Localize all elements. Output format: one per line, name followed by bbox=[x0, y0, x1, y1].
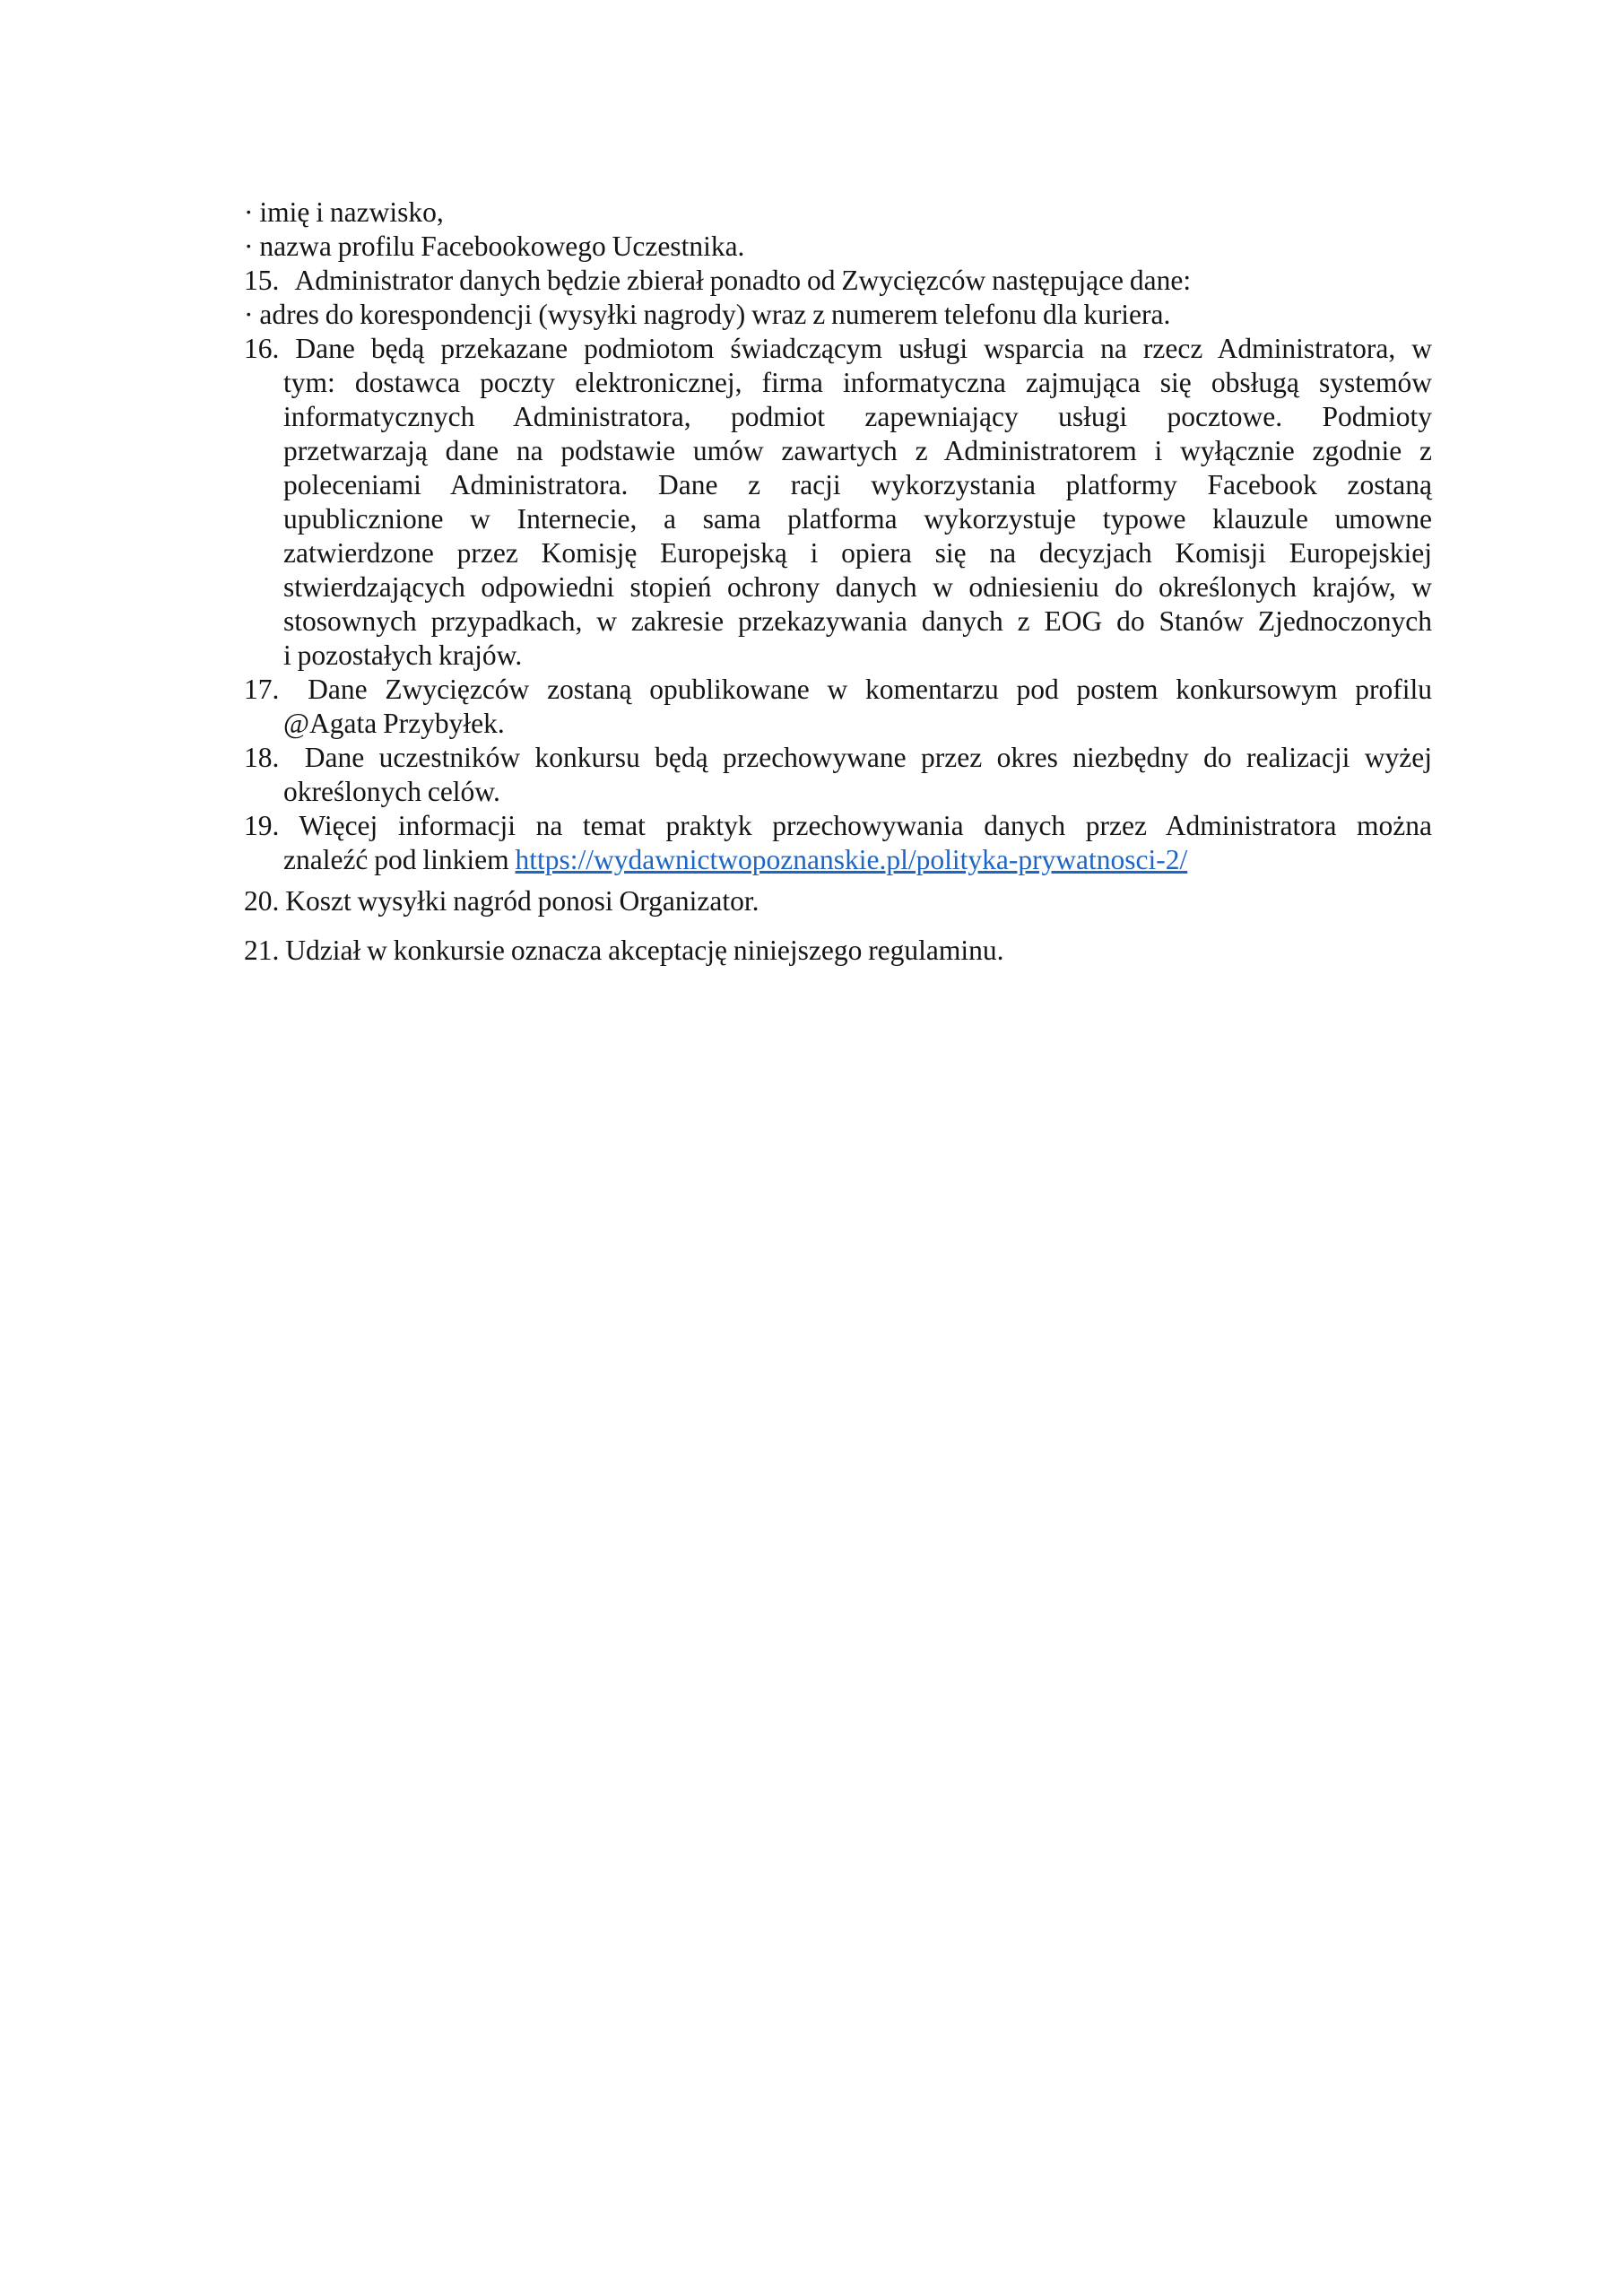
line-text: poleceniami Administratora. Dane z racji wykorzystania platformy Facebook zostaną bbox=[283, 469, 1432, 500]
item-number: 17. bbox=[244, 674, 280, 705]
text-line bbox=[244, 884, 1432, 918]
item-number: 18. bbox=[244, 742, 280, 773]
line-text: nazwa profilu Facebookowego Uczestnika. bbox=[259, 230, 745, 262]
line-text: określonych celów. bbox=[283, 776, 500, 807]
numbered-item bbox=[244, 884, 1432, 918]
numbered-item bbox=[244, 741, 1432, 809]
text-line bbox=[244, 707, 1432, 741]
text-line bbox=[244, 639, 1432, 673]
bullet-item bbox=[244, 230, 1432, 264]
line-text: Więcej informacji na temat praktyk przechowywania danych przez Administratora można bbox=[299, 810, 1432, 841]
text-line bbox=[244, 809, 1432, 843]
line-text: Udział w konkursie oznacza akceptację niniejszego regulaminu. bbox=[285, 935, 1004, 966]
text-line bbox=[244, 570, 1432, 604]
text-line bbox=[244, 502, 1432, 536]
text-line bbox=[244, 934, 1432, 968]
numbered-item bbox=[244, 332, 1432, 673]
line-text: @Agata Przybyłek. bbox=[283, 708, 505, 739]
item-number: 20. bbox=[244, 885, 280, 917]
bullet-item bbox=[244, 298, 1432, 332]
numbered-item bbox=[244, 934, 1432, 968]
item-number: 16. bbox=[244, 333, 280, 364]
text-line bbox=[244, 434, 1432, 468]
numbered-item bbox=[244, 809, 1432, 877]
text-line bbox=[244, 400, 1432, 434]
numbered-item bbox=[244, 264, 1432, 298]
line-text: Dane Zwycięzców zostaną opublikowane w komentarzu pod postem konkursowym profilu bbox=[308, 674, 1433, 705]
bullet-marker: · bbox=[244, 230, 254, 262]
text-line bbox=[244, 298, 1432, 332]
privacy-policy-link[interactable]: https://wydawnictwopoznanskie.pl/polityka-prywatnosci-2/ bbox=[515, 844, 1188, 875]
line-text: Koszt wysyłki nagród ponosi Organizator. bbox=[285, 885, 759, 917]
text-line bbox=[244, 264, 1432, 298]
text-line bbox=[244, 366, 1432, 400]
bullet-marker: · bbox=[244, 299, 254, 330]
text-line bbox=[244, 673, 1432, 707]
bullet-marker: · bbox=[244, 196, 254, 228]
text-line bbox=[244, 741, 1432, 775]
text-line bbox=[244, 843, 1432, 877]
line-text: zatwierdzone przez Komisję Europejską i opiera się na decyzjach Komisji Europejskiej bbox=[283, 537, 1432, 569]
text-line bbox=[244, 332, 1432, 366]
item-number: 19. bbox=[244, 810, 280, 841]
item-number: 15. bbox=[244, 265, 280, 296]
item-number: 21. bbox=[244, 935, 280, 966]
line-text: przetwarzają dane na podstawie umów zawartych z Administratorem i wyłącznie zgodnie z bbox=[283, 435, 1432, 466]
line-text: i pozostałych krajów. bbox=[283, 639, 523, 671]
text-line bbox=[244, 536, 1432, 570]
line-text: upublicznione w Internecie, a sama platforma wykorzystuje typowe klauzule umowne bbox=[283, 503, 1432, 535]
line-text: Administrator danych będzie zbierał ponadto od Zwycięzców następujące dane: bbox=[294, 265, 1192, 296]
text-line bbox=[244, 468, 1432, 502]
line-text: Dane uczestników konkursu będą przechowywane przez okres niezbędny do realizacji wyżej bbox=[304, 742, 1432, 773]
text-line bbox=[244, 196, 1432, 230]
text-line bbox=[244, 230, 1432, 264]
bullet-item bbox=[244, 196, 1432, 230]
text-line bbox=[244, 775, 1432, 809]
line-text: stosownych przypadkach, w zakresie przekazywania danych z EOG do Stanów Zjednoczonych bbox=[283, 605, 1432, 637]
document-body bbox=[244, 196, 1432, 968]
line-text: znaleźć pod linkiem bbox=[283, 844, 516, 875]
line-text: imię i nazwisko, bbox=[259, 196, 444, 228]
line-text: Dane będą przekazane podmiotom świadczącym usługi wsparcia na rzecz Administratora, w bbox=[295, 333, 1432, 364]
numbered-item bbox=[244, 673, 1432, 741]
line-text: informatycznych Administratora, podmiot zapewniający usługi pocztowe. Podmioty bbox=[283, 401, 1432, 432]
line-text: tym: dostawca poczty elektronicznej, firma informatyczna zajmująca się obsługą systemów bbox=[283, 367, 1432, 398]
text-line bbox=[244, 604, 1432, 639]
line-text: adres do korespondencji (wysyłki nagrody) wraz z numerem telefonu dla kuriera. bbox=[259, 299, 1171, 330]
line-text: stwierdzających odpowiedni stopień ochrony danych w odniesieniu do określonych krajów, w bbox=[283, 571, 1432, 603]
